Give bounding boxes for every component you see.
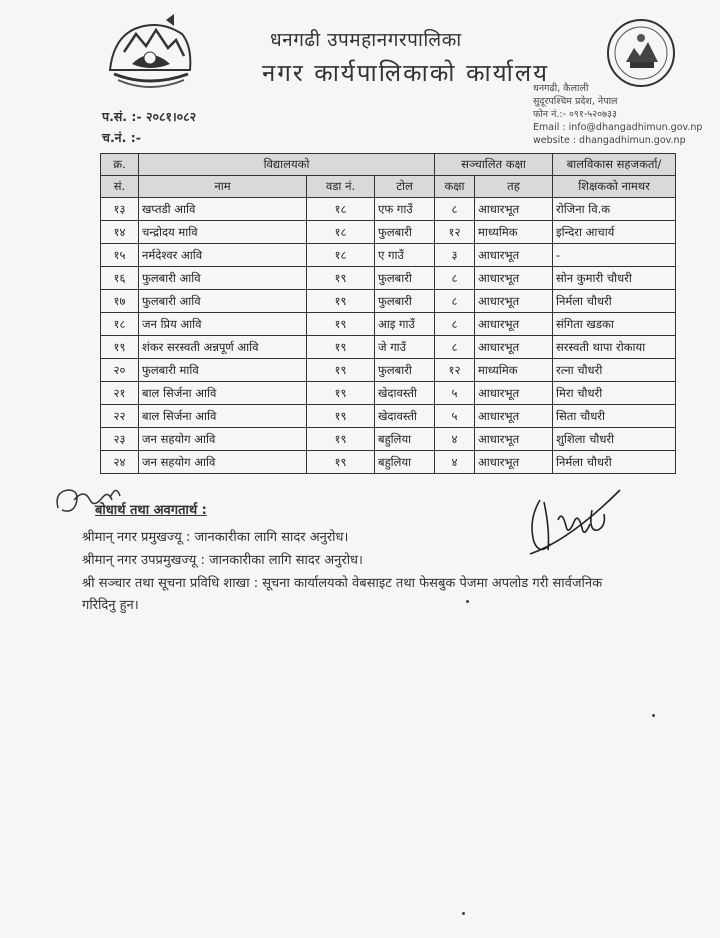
table-row xyxy=(101,428,676,451)
table-row xyxy=(101,405,676,428)
cell-class: ८ xyxy=(435,198,475,221)
cc-line-deputy-mayor: श्रीमान् नगर उपप्रमुखज्यू : जानकारीका लागि सादर अनुरोध। xyxy=(82,553,363,568)
speck xyxy=(652,714,655,717)
table-row xyxy=(101,313,676,336)
school-table xyxy=(100,153,676,474)
cell-ward: १९ xyxy=(307,267,375,290)
cell-ward: १९ xyxy=(307,313,375,336)
cell-tole: एफ गाउँ xyxy=(375,198,435,221)
contact-email: Email : info@dhangadhimun.gov.np xyxy=(533,122,703,133)
cell-level: आधारभूत xyxy=(475,382,553,405)
table-row xyxy=(101,198,676,221)
cell-class: ८ xyxy=(435,336,475,359)
cell-sn: २२ xyxy=(101,405,139,428)
subheader-sn: सं. xyxy=(101,176,139,198)
cell-tole: बहुलिया xyxy=(375,428,435,451)
cell-ward: १९ xyxy=(307,451,375,474)
cell-sn: २१ xyxy=(101,382,139,405)
cell-sn: २३ xyxy=(101,428,139,451)
cell-tole: बहुलिया xyxy=(375,451,435,474)
table-row xyxy=(101,267,676,290)
cell-tole: खेदावस्ती xyxy=(375,405,435,428)
cell-facilitator: रत्ना चौधरी xyxy=(553,359,676,382)
cell-ward: १८ xyxy=(307,198,375,221)
cell-sn: २० xyxy=(101,359,139,382)
cell-school-name: जन प्रिय आवि xyxy=(139,313,307,336)
contact-website: website : dhangadhimun.gov.np xyxy=(533,135,686,146)
table-body xyxy=(101,198,676,474)
table-row xyxy=(101,359,676,382)
table-row xyxy=(101,221,676,244)
cell-level: आधारभूत xyxy=(475,313,553,336)
table-row xyxy=(101,290,676,313)
cc-heading: बोधार्थ तथा अवगतार्थ : xyxy=(95,503,207,518)
cell-facilitator: निर्मला चौधरी xyxy=(553,451,676,474)
cell-class: ४ xyxy=(435,428,475,451)
table-row xyxy=(101,336,676,359)
subheader-ward: वडा नं. xyxy=(307,176,375,198)
cell-class: ८ xyxy=(435,313,475,336)
subheader-level: तह xyxy=(475,176,553,198)
cell-school-name: शंकर सरस्वती अन्नपूर्ण आवि xyxy=(139,336,307,359)
reference-number: प.सं. :- २०८१।०८२ xyxy=(102,109,197,124)
cell-sn: १६ xyxy=(101,267,139,290)
contact-address: धनगढी, कैलाली xyxy=(533,83,589,94)
cell-facilitator: रोजिना वि.क xyxy=(553,198,676,221)
header-school-group: विद्यालयको xyxy=(139,154,435,176)
office-name-line1: धनगढी उपमहानगरपालिका xyxy=(270,29,462,51)
cell-class: ८ xyxy=(435,267,475,290)
cell-school-name: जन सहयोग आवि xyxy=(139,428,307,451)
cell-school-name: खप्तडी आवि xyxy=(139,198,307,221)
nepal-emblem-logo xyxy=(104,12,196,92)
cell-class: ४ xyxy=(435,451,475,474)
header-grade-group: सञ्चालित कक्षा xyxy=(435,154,553,176)
cell-school-name: फुलबारी आवि xyxy=(139,267,307,290)
cell-sn: १७ xyxy=(101,290,139,313)
cell-sn: १८ xyxy=(101,313,139,336)
cell-level: आधारभूत xyxy=(475,405,553,428)
cell-level: आधारभूत xyxy=(475,451,553,474)
cell-sn: १९ xyxy=(101,336,139,359)
cell-sn: २४ xyxy=(101,451,139,474)
cell-sn: १५ xyxy=(101,244,139,267)
cell-class: ५ xyxy=(435,405,475,428)
cell-class: ५ xyxy=(435,382,475,405)
cell-school-name: बाल सिर्जना आवि xyxy=(139,382,307,405)
speck xyxy=(462,912,465,915)
cell-tole: जे गाउँ xyxy=(375,336,435,359)
header-facilitator-group: बालविकास सहजकर्ता/ xyxy=(553,154,676,176)
contact-province: सुदूरपश्चिम प्रदेश, नेपाल xyxy=(533,96,618,107)
cell-sn: १३ xyxy=(101,198,139,221)
cell-ward: १९ xyxy=(307,336,375,359)
cell-school-name: फुलबारी मावि xyxy=(139,359,307,382)
cc-line-it-section-cont: गरिदिनु हुन। xyxy=(82,598,139,613)
cell-facilitator: निर्मला चौधरी xyxy=(553,290,676,313)
subheader-class: कक्षा xyxy=(435,176,475,198)
cell-class: ३ xyxy=(435,244,475,267)
cell-facilitator: संगिता खडका xyxy=(553,313,676,336)
subheader-name: नाम xyxy=(139,176,307,198)
cell-level: आधारभूत xyxy=(475,198,553,221)
cell-facilitator: इन्दिरा आचार्य xyxy=(553,221,676,244)
cell-class: १२ xyxy=(435,221,475,244)
cell-sn: १४ xyxy=(101,221,139,244)
cell-level: आधारभूत xyxy=(475,428,553,451)
subheader-facilitator: शिक्षकको नामथर xyxy=(553,176,676,198)
cell-school-name: बाल सिर्जना आवि xyxy=(139,405,307,428)
cell-ward: १९ xyxy=(307,359,375,382)
cell-level: माध्यमिक xyxy=(475,221,553,244)
dispatch-number: च.नं. :- xyxy=(102,130,141,145)
cell-level: आधारभूत xyxy=(475,290,553,313)
cell-tole: खेदावस्ती xyxy=(375,382,435,405)
cell-ward: १९ xyxy=(307,382,375,405)
cell-facilitator: सरस्वती थापा रोकाया xyxy=(553,336,676,359)
header-sn: क्र. xyxy=(101,154,139,176)
cell-class: ८ xyxy=(435,290,475,313)
cell-level: आधारभूत xyxy=(475,244,553,267)
cell-school-name: नर्मदेश्वर आवि xyxy=(139,244,307,267)
cc-line-it-section: श्री सञ्चार तथा सूचना प्रविधि शाखा : सूचना कार्यालयको वेबसाइट तथा फेसबुक पेजमा अपलोड गरी सार्वजनिक xyxy=(82,576,603,591)
cell-facilitator: सिता चौधरी xyxy=(553,405,676,428)
cell-school-name: फुलबारी आवि xyxy=(139,290,307,313)
table-row xyxy=(101,244,676,267)
office-name-line2: नगर कार्यपालिकाको कार्यालय xyxy=(262,59,550,87)
cell-tole: फुलबारी xyxy=(375,290,435,313)
cell-tole: फुलबारी xyxy=(375,359,435,382)
cell-facilitator: - xyxy=(553,244,676,267)
signature xyxy=(510,480,630,570)
cell-tole: आइ गाउँ xyxy=(375,313,435,336)
speck xyxy=(466,600,469,603)
cell-ward: १९ xyxy=(307,405,375,428)
cell-ward: १८ xyxy=(307,244,375,267)
table-row xyxy=(101,451,676,474)
table-row xyxy=(101,382,676,405)
cell-facilitator: शुशिला चौधरी xyxy=(553,428,676,451)
cell-level: माध्यमिक xyxy=(475,359,553,382)
subheader-tole: टोल xyxy=(375,176,435,198)
cell-level: आधारभूत xyxy=(475,267,553,290)
cell-tole: ए गाउँ xyxy=(375,244,435,267)
cell-facilitator: मिरा चौधरी xyxy=(553,382,676,405)
cell-ward: १९ xyxy=(307,290,375,313)
contact-phone: फोन नं.:- ०९१-५२०७३३ xyxy=(533,109,617,120)
cc-line-mayor: श्रीमान् नगर प्रमुखज्यू : जानकारीका लागि सादर अनुरोध। xyxy=(82,530,349,545)
cell-school-name: चन्द्रोदय मावि xyxy=(139,221,307,244)
cell-tole: फुलबारी xyxy=(375,221,435,244)
cell-ward: १९ xyxy=(307,428,375,451)
cell-facilitator: सोन कुमारी चौधरी xyxy=(553,267,676,290)
cell-school-name: जन सहयोग आवि xyxy=(139,451,307,474)
cell-ward: १८ xyxy=(307,221,375,244)
cell-level: आधारभूत xyxy=(475,336,553,359)
cell-class: १२ xyxy=(435,359,475,382)
cell-tole: फुलबारी xyxy=(375,267,435,290)
municipality-seal-logo xyxy=(606,18,676,88)
contact-block xyxy=(533,82,702,147)
